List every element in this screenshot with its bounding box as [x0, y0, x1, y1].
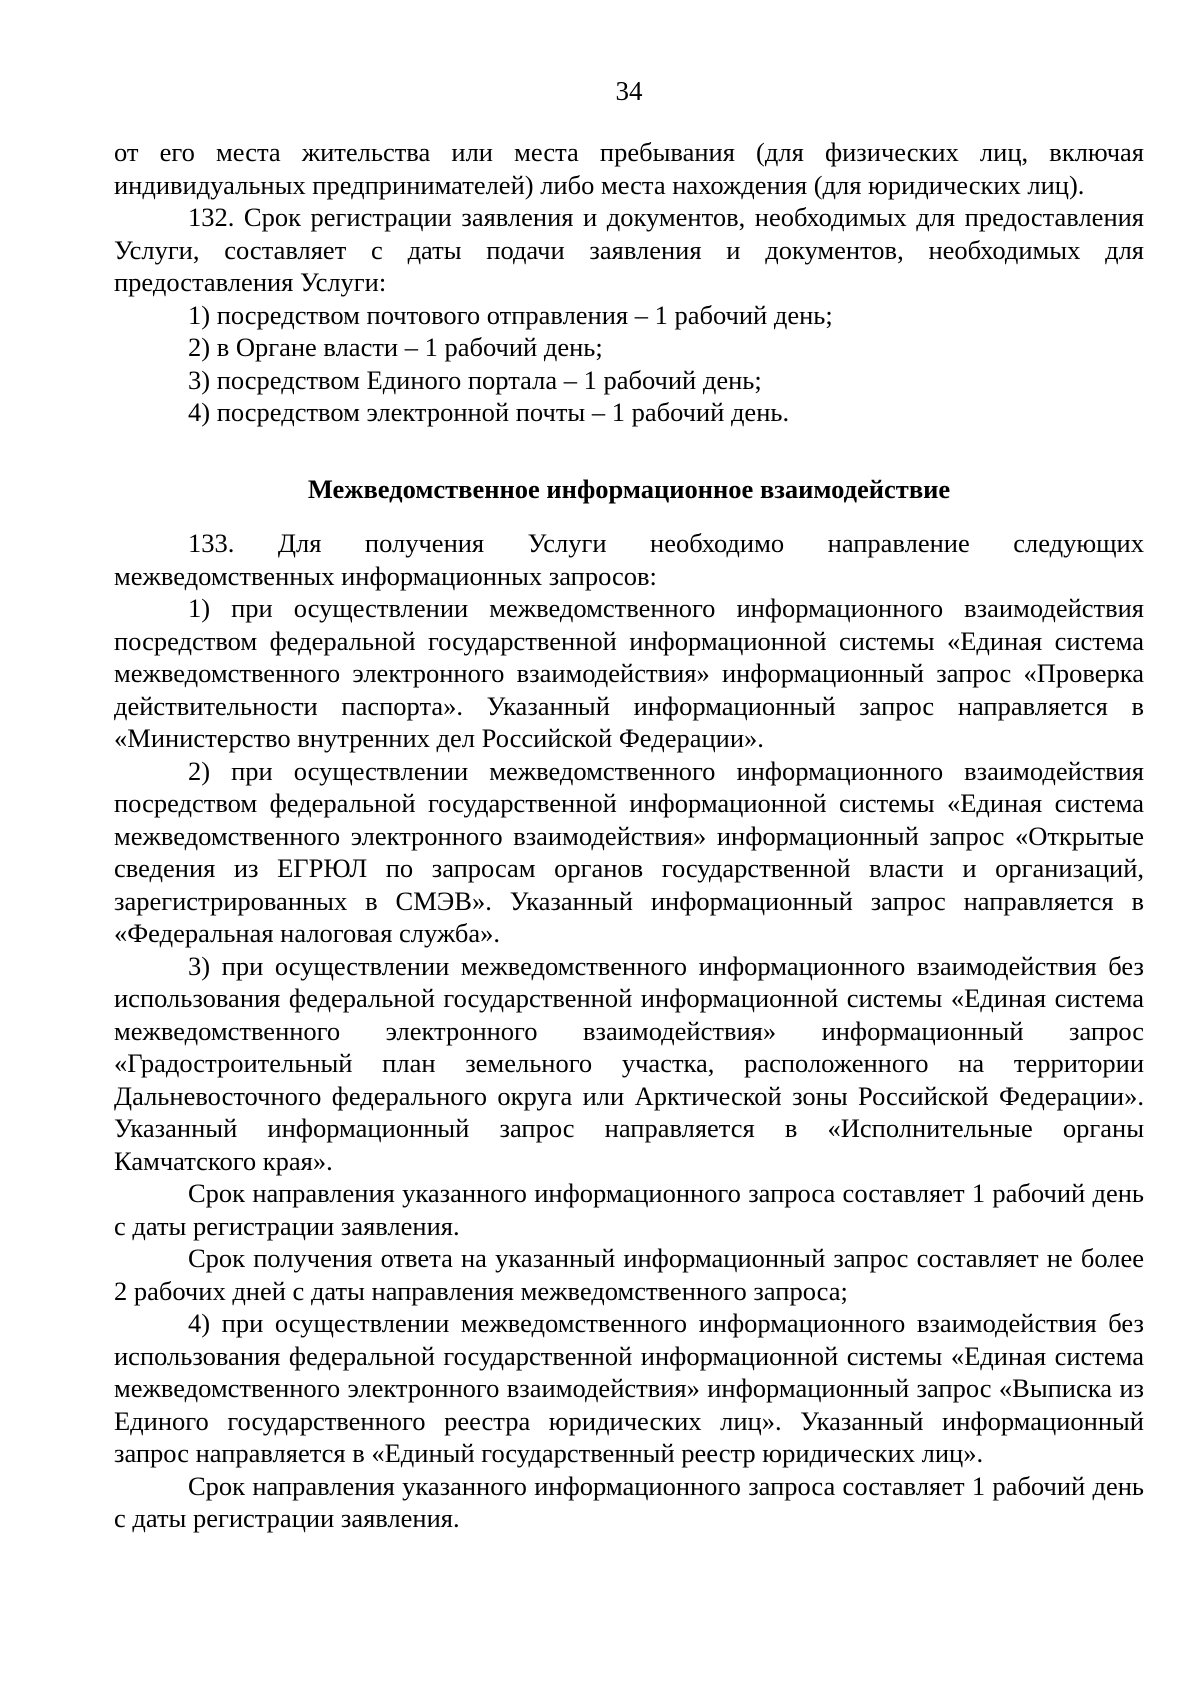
intro-paragraph: от его места жительства или места пребывания (для физических лиц, включая индивидуальных предпринимателей) либо места нахождения (для юридических лиц).: [114, 137, 1144, 200]
section-heading: Межведомственное информационное взаимодействие: [307, 473, 951, 504]
clause-132-item-4: 4) посредством электронной почты – 1 рабочий день.: [188, 397, 790, 427]
clause-133-item-2: 2) при осуществлении межведомственного информационного взаимодействия посредством федеральной государственной информационной системы «Единая система межведомственного электронного взаимодействия» информационный запрос «Открытые сведения из ЕГРЮЛ по запросам органов государственной власти и организаций, зарегистрированных в СМЭВ». Указанный информационный запрос направляется в «Федеральная налоговая служба».: [114, 755, 1144, 948]
clause-133-item-4: 4) при осуществлении межведомственного информационного взаимодействия без использования федеральной государственной информационной системы «Единая система межведомственного электронного взаимодействия» информационный запрос «Выписка из Единого государственного реестра юридических лиц». Указанный информационный запрос направляется в «Единый государственный реестр юридических лиц».: [114, 1308, 1144, 1468]
clause-132: 132. Срок регистрации заявления и документов, необходимых для предоставления Услуги, составляет с даты подачи заявления и документов, необходимых для предоставления Услуги:: [114, 202, 1144, 297]
clause-132-item-1: 1) посредством почтового отправления – 1 рабочий день;: [188, 299, 833, 330]
clause-133-item-3-response-term: Срок получения ответа на указанный информационный запрос составляет не более 2 рабочих дней с даты направления межведомственного запроса;: [114, 1243, 1144, 1306]
clause-132-item-2: 2) в Органе власти – 1 рабочий день;: [188, 332, 603, 362]
document-page: [114, 0, 1144, 1535]
clause-133: 133. Для получения Услуги необходимо направление следующих межведомственных информационных запросов:: [114, 528, 1144, 591]
clause-133-item-3: 3) при осуществлении межведомственного информационного взаимодействия без использования федеральной государственной информационной системы «Единая система межведомственного электронного взаимодействия» информационный запрос «Градостроительный план земельного участка, расположенного на территории Дальневосточного федерального округа или Арктической зоны Российской Федерации». Указанный информационный запрос направляется в «Исполнительные органы Камчатского края».: [114, 950, 1144, 1176]
clause-133-item-3-send-term: Срок направления указанного информационного запроса составляет 1 рабочий день с даты регистрации заявления.: [114, 1178, 1144, 1241]
clause-133-item-4-send-term: Срок направления указанного информационного запроса составляет 1 рабочий день с даты регистрации заявления.: [114, 1470, 1144, 1533]
clause-132-item-3: 3) посредством Единого портала – 1 рабочий день;: [188, 364, 762, 395]
clause-133-item-1: 1) при осуществлении межведомственного информационного взаимодействия посредством федеральной государственной информационной системы «Единая система межведомственного электронного взаимодействия» информационный запрос «Проверка действительности паспорта». Указанный информационный запрос направляется в «Министерство внутренних дел Российской Федерации».: [114, 593, 1144, 753]
page-number: 34: [615, 76, 643, 106]
